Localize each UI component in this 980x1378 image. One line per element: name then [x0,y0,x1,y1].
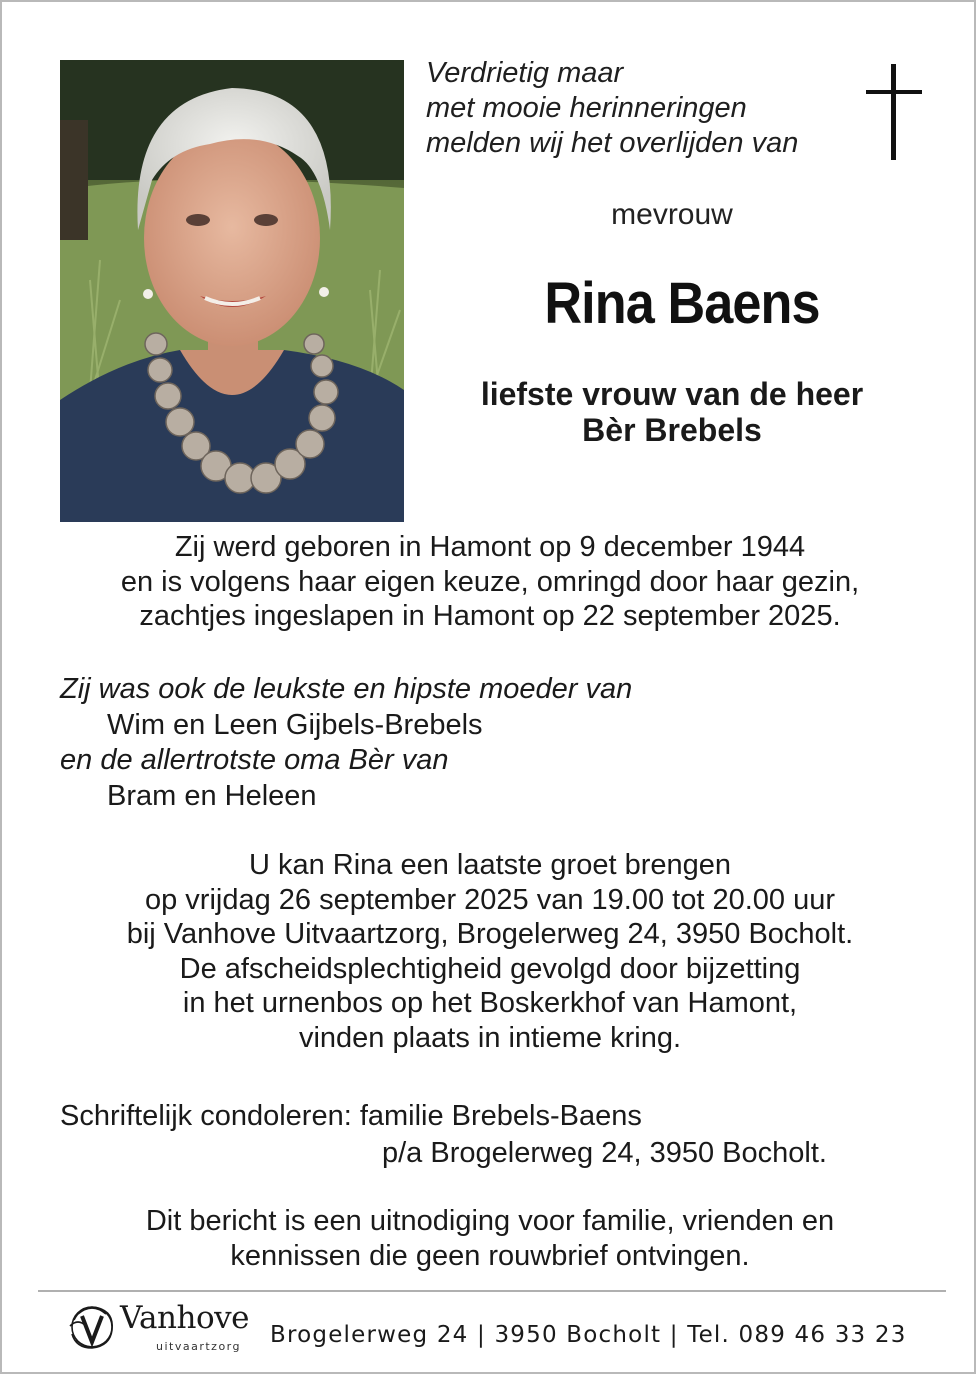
visitation-line: in het urnenbos op het Boskerkhof van Hamont, [182,987,798,1019]
notice-line: kennissen die geen rouwbrief ontvingen. [230,1239,750,1272]
logo-name: Vanhove [120,1300,249,1336]
visitation-line: U kan Rina een laatste groet brengen [248,849,732,881]
intro-line: melden wij het overlijden van [426,127,799,159]
intro-line: met mooie herinneringen [426,92,747,124]
cross-vertical-bar [891,64,896,160]
visitation-details [2,848,976,1055]
spouse-info [432,376,912,448]
logo-subtitle: uitvaartzorg [156,1340,241,1353]
intro-text [426,56,798,161]
life-line: en is volgens haar eigen keuze, omringd door haar gezin, [120,565,860,598]
deceased-title: mevrouw [611,198,733,231]
life-line: Zij werd geboren in Hamont op 9 december 1944 [174,531,806,563]
latin-cross-icon [866,64,924,162]
visitation-line: op vrijdag 26 september 2025 van 19.00 tot 20.00 uur [144,883,836,916]
mother-intro: Zij was ook de leukste en hipste moeder van [60,673,633,705]
cross-horizontal-bar [866,90,922,94]
spouse-line: Bèr Brebels [582,412,762,448]
invitation-notice [2,1204,976,1273]
notice-line: Dit bericht is een uitnodiging voor familie, vrienden en [145,1205,835,1237]
visitation-line: vinden plaats in intieme kring. [298,1021,682,1054]
vanhove-emblem-icon [66,1300,122,1354]
family-section [60,672,632,814]
portrait-illustration [60,60,404,522]
vanhove-logo [66,1300,256,1356]
funeral-home-contact: Brogelerweg 24 | 3950 Bocholt | Tel. 089 46 33 23 [270,1322,907,1348]
life-line: zachtjes ingeslapen in Hamont op 22 september 2025. [139,600,841,632]
footer-divider [38,1290,946,1292]
life-details [2,530,976,634]
deceased-name: Rina Baens [544,271,820,336]
condolence-line: p/a Brogelerweg 24, 3950 Bocholt. [382,1137,827,1169]
portrait-photo [60,60,404,522]
intro-line: Verdrietig maar [426,57,624,89]
grandma-intro: en de allertrotste oma Bèr van [60,744,449,776]
condolence-line: Schriftelijk condoleren: familie Brebels-Baens [60,1100,642,1132]
children-names: Wim en Leen Gijbels-Brebels [107,708,483,741]
spouse-line: liefste vrouw van de heer [480,376,864,412]
visitation-line: De afscheidsplechtigheid gevolgd door bijzetting [179,952,801,985]
condolence-address [60,1098,827,1172]
grandchildren-names: Bram en Heleen [107,779,317,812]
visitation-line: bij Vanhove Uitvaartzorg, Brogelerweg 24, 3950 Bocholt. [126,918,854,950]
